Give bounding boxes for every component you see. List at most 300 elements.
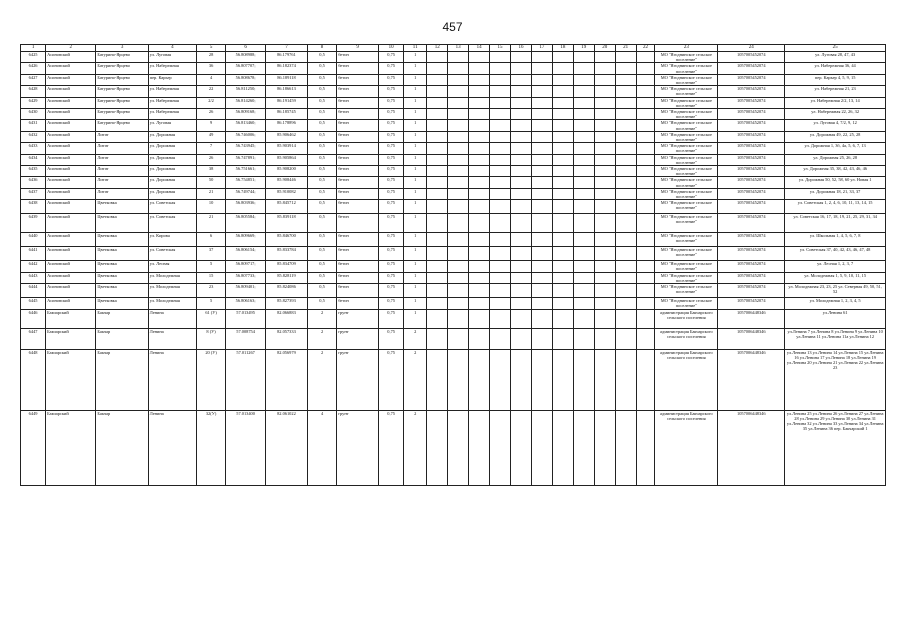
cell-empty — [427, 261, 448, 272]
cell-empty — [531, 272, 552, 283]
cell-lon: 86.182374 — [266, 63, 308, 74]
cell-lat: 56.805584; — [226, 214, 266, 233]
cell-surface: бетон — [337, 52, 379, 63]
cell-lon: 85.827393 — [266, 298, 308, 309]
cell-settlement: Литат — [96, 188, 148, 199]
cell-house: 49 — [196, 131, 225, 142]
cell-served: ул. Набережная 36, 44 — [785, 63, 886, 74]
cell-empty — [490, 298, 511, 309]
column-number: 2 — [46, 45, 96, 52]
cell-ogrn: 1057006448346 — [718, 410, 785, 485]
cell-area: 2 — [307, 349, 336, 410]
cell-empty — [615, 109, 636, 120]
cell-street: ул. Советская — [148, 200, 196, 214]
cell-empty — [531, 261, 552, 272]
cell-empty — [531, 120, 552, 131]
cell-district: Асиновский — [46, 86, 96, 97]
cell-owner: МО "Ягоднинское сельское поселение" — [655, 97, 718, 108]
column-number: 24 — [718, 45, 785, 52]
cell-id: 6438 — [21, 200, 46, 214]
cell-district: Асиновский — [46, 52, 96, 63]
cell-empty — [531, 97, 552, 108]
cell-empty — [573, 284, 594, 298]
cell-empty — [469, 188, 490, 199]
cell-empty — [552, 131, 573, 142]
cell-lat: 56.747891; — [226, 154, 266, 165]
cell-empty — [469, 177, 490, 188]
cell-empty — [510, 214, 531, 233]
cell-volume: 0,75 — [379, 143, 404, 154]
cell-empty — [636, 298, 655, 309]
cell-empty — [490, 63, 511, 74]
cell-id: 6433 — [21, 143, 46, 154]
cell-empty — [531, 109, 552, 120]
cell-surface: бетон — [337, 272, 379, 283]
cell-empty — [615, 200, 636, 214]
cell-empty — [552, 233, 573, 247]
cell-empty — [594, 284, 615, 298]
cell-volume: 0,75 — [379, 63, 404, 74]
cell-area: 0,5 — [307, 63, 336, 74]
cell-served: ул. Набережная 2/2, 13, 14 — [785, 97, 886, 108]
cell-ogrn: 1057005452074 — [718, 272, 785, 283]
cell-empty — [510, 261, 531, 272]
cell-owner: МО "Ягоднинское сельское поселение" — [655, 200, 718, 214]
cell-district: Асиновский — [46, 109, 96, 120]
cell-area: 0,5 — [307, 298, 336, 309]
column-number: 5 — [196, 45, 225, 52]
cell-empty — [573, 97, 594, 108]
column-number: 20 — [594, 45, 615, 52]
cell-count: 2 — [404, 349, 427, 410]
cell-empty — [636, 328, 655, 349]
cell-empty — [510, 328, 531, 349]
cell-lon: 82.066883 — [266, 309, 308, 328]
cell-district: Асиновский — [46, 97, 96, 108]
cell-empty — [615, 74, 636, 85]
cell-id: 6449 — [21, 410, 46, 485]
cell-owner: МО "Ягоднинское сельское поселение" — [655, 284, 718, 298]
cell-owner: МО "Ягоднинское сельское поселение" — [655, 63, 718, 74]
cell-empty — [594, 233, 615, 247]
cell-empty — [573, 154, 594, 165]
cell-settlement: Батурино-Ярцево — [96, 97, 148, 108]
cell-empty — [636, 143, 655, 154]
cell-lat: 56.809168; — [226, 109, 266, 120]
cell-empty — [615, 349, 636, 410]
cell-ogrn: 1057005452074 — [718, 177, 785, 188]
cell-owner: МО "Ягоднинское сельское поселение" — [655, 120, 718, 131]
cell-empty — [448, 120, 469, 131]
cell-served: ул. Дорожная 50, 52, 58, 60 ул. Новая 1 — [785, 177, 886, 188]
cell-lat: 57.008754 — [226, 328, 266, 349]
cell-empty — [427, 188, 448, 199]
cell-lat: 56.811250; — [226, 86, 266, 97]
cell-surface: бетон — [337, 298, 379, 309]
cell-street: ул. Дорожная — [148, 177, 196, 188]
cell-empty — [490, 52, 511, 63]
cell-empty — [594, 261, 615, 272]
column-number: 11 — [404, 45, 427, 52]
cell-id: 6437 — [21, 188, 46, 199]
cell-empty — [552, 188, 573, 199]
cell-owner: МО "Ягоднинское сельское поселение" — [655, 261, 718, 272]
cell-empty — [427, 298, 448, 309]
cell-empty — [636, 214, 655, 233]
cell-street: ул. Дорожная — [148, 143, 196, 154]
cell-empty — [615, 188, 636, 199]
table-row — [21, 309, 886, 328]
cell-street: ул. Молодежная — [148, 298, 196, 309]
cell-served: ул. Дорожная 49, 22, 25, 28 — [785, 131, 886, 142]
cell-street: Ленина — [148, 328, 196, 349]
cell-empty — [552, 261, 573, 272]
cell-empty — [615, 284, 636, 298]
cell-lat: 56.814260; — [226, 97, 266, 108]
cell-empty — [615, 233, 636, 247]
cell-volume: 0,75 — [379, 247, 404, 261]
cell-empty — [448, 328, 469, 349]
cell-surface: бетон — [337, 109, 379, 120]
cell-id: 6425 — [21, 52, 46, 63]
cell-empty — [490, 131, 511, 142]
cell-served: ул. Луговая 28, 47, 43 — [785, 52, 886, 63]
column-number: 10 — [379, 45, 404, 52]
cell-house: 32(У) — [196, 410, 225, 485]
cell-empty — [469, 410, 490, 485]
cell-count: 1 — [404, 261, 427, 272]
table-row — [21, 97, 886, 108]
cell-empty — [573, 74, 594, 85]
cell-empty — [427, 214, 448, 233]
cell-empty — [469, 328, 490, 349]
cell-settlement: Бакчар — [96, 328, 148, 349]
cell-served: ул.Ленина 61 — [785, 309, 886, 328]
cell-empty — [615, 247, 636, 261]
cell-served: ул.Ленина 13 ул.Ленина 14 ул.Ленина 15 ул.Ленина 16 ул.Ленина 17 ул.Ленина 18 ул.Ленина 19 ул.Ленина 20 ул.Ленина 21 ул.Ленина 22 ул.Ленина 23 — [785, 349, 886, 410]
cell-surface: бетон — [337, 247, 379, 261]
cell-owner: МО "Ягоднинское сельское поселение" — [655, 166, 718, 177]
cell-empty — [448, 410, 469, 485]
cell-house: 21 — [196, 214, 225, 233]
cell-empty — [552, 247, 573, 261]
table-row — [21, 328, 886, 349]
cell-district: Асиновский — [46, 284, 96, 298]
cell-empty — [490, 177, 511, 188]
cell-district: Асиновский — [46, 200, 96, 214]
cell-empty — [636, 349, 655, 410]
cell-area: 0,5 — [307, 233, 336, 247]
cell-district: Бакчарский — [46, 328, 96, 349]
cell-ogrn: 1057005452074 — [718, 188, 785, 199]
cell-id: 6442 — [21, 261, 46, 272]
cell-ogrn: 1057005452074 — [718, 166, 785, 177]
cell-empty — [510, 284, 531, 298]
cell-empty — [490, 349, 511, 410]
cell-empty — [469, 120, 490, 131]
cell-empty — [615, 166, 636, 177]
cell-empty — [594, 63, 615, 74]
cell-empty — [469, 247, 490, 261]
cell-empty — [636, 410, 655, 485]
cell-count: 1 — [404, 109, 427, 120]
cell-lon: 85.910082 — [266, 188, 308, 199]
cell-empty — [636, 261, 655, 272]
cell-surface: бетон — [337, 154, 379, 165]
cell-empty — [552, 214, 573, 233]
cell-empty — [531, 74, 552, 85]
cell-district: Асиновский — [46, 120, 96, 131]
cell-empty — [636, 97, 655, 108]
cell-volume: 0,75 — [379, 52, 404, 63]
cell-empty — [552, 74, 573, 85]
cell-owner: МО "Ягоднинское сельское поселение" — [655, 214, 718, 233]
cell-house: 50 — [196, 177, 225, 188]
cell-lat: 57.011267 — [226, 349, 266, 410]
cell-empty — [490, 166, 511, 177]
cell-empty — [448, 272, 469, 283]
cell-served: ул. Молодежная 23, 23, 25 ул. Северная 49, 50, 51, 52 — [785, 284, 886, 298]
cell-lon: 85.905864 — [266, 154, 308, 165]
cell-lat: 56.807707; — [226, 63, 266, 74]
cell-empty — [490, 200, 511, 214]
table-row — [21, 131, 886, 142]
cell-surface: бетон — [337, 120, 379, 131]
cell-empty — [573, 410, 594, 485]
cell-empty — [573, 52, 594, 63]
cell-served: ул. Дорожная 18, 21, 33, 37 — [785, 188, 886, 199]
cell-street: ул. Молодежная — [148, 272, 196, 283]
cell-area: 0,5 — [307, 214, 336, 233]
cell-owner: МО "Ягоднинское сельское поселение" — [655, 233, 718, 247]
cell-id: 6446 — [21, 309, 46, 328]
cell-empty — [615, 52, 636, 63]
cell-district: Асиновский — [46, 63, 96, 74]
cell-empty — [552, 52, 573, 63]
cell-surface: грунт — [337, 309, 379, 328]
cell-area: 0,5 — [307, 247, 336, 261]
cell-empty — [448, 177, 469, 188]
table-row — [21, 177, 886, 188]
cell-empty — [552, 309, 573, 328]
column-number: 22 — [636, 45, 655, 52]
cell-empty — [427, 233, 448, 247]
cell-served: ул. Набережная 21, 23 — [785, 86, 886, 97]
cell-count: 1 — [404, 233, 427, 247]
cell-ogrn: 1057005452074 — [718, 52, 785, 63]
cell-empty — [427, 177, 448, 188]
cell-owner: администрация Бакчарского сельского поселения — [655, 309, 718, 328]
cell-empty — [531, 177, 552, 188]
cell-surface: бетон — [337, 143, 379, 154]
cell-empty — [594, 74, 615, 85]
column-number: 18 — [552, 45, 573, 52]
cell-owner: МО "Ягоднинское сельское поселение" — [655, 188, 718, 199]
cell-empty — [469, 214, 490, 233]
cell-settlement: Батурино-Ярцево — [96, 109, 148, 120]
cell-empty — [573, 166, 594, 177]
cell-lon: 85.906462 — [266, 131, 308, 142]
cell-empty — [636, 52, 655, 63]
cell-count: 2 — [404, 410, 427, 485]
cell-lon: 85.834709 — [266, 261, 308, 272]
cell-empty — [469, 298, 490, 309]
cell-area: 0,5 — [307, 109, 336, 120]
cell-empty — [573, 131, 594, 142]
cell-settlement: Цветковка — [96, 298, 148, 309]
cell-id: 6426 — [21, 63, 46, 74]
cell-lat: 57.013400 — [226, 410, 266, 485]
column-number: 16 — [510, 45, 531, 52]
cell-volume: 0,75 — [379, 188, 404, 199]
cell-id: 6430 — [21, 109, 46, 120]
column-number: 19 — [573, 45, 594, 52]
cell-ogrn: 1057005452074 — [718, 74, 785, 85]
cell-district: Асиновский — [46, 188, 96, 199]
table-row — [21, 410, 886, 485]
cell-empty — [510, 188, 531, 199]
cell-empty — [552, 166, 573, 177]
cell-surface: бетон — [337, 177, 379, 188]
cell-empty — [615, 261, 636, 272]
cell-served: ул. Советская 37, 40, 42, 43, 46, 47, 48 — [785, 247, 886, 261]
cell-empty — [552, 154, 573, 165]
cell-house: 36 — [196, 63, 225, 74]
cell-empty — [510, 177, 531, 188]
cell-empty — [552, 272, 573, 283]
cell-served: ул. Советская 1, 2, 4, 6, 10, 11, 13, 14, 15 — [785, 200, 886, 214]
cell-district: Бакчарский — [46, 349, 96, 410]
cell-empty — [427, 349, 448, 410]
cell-empty — [531, 52, 552, 63]
cell-empty — [594, 309, 615, 328]
cell-empty — [636, 166, 655, 177]
cell-empty — [594, 200, 615, 214]
cell-settlement: Литат — [96, 166, 148, 177]
cell-empty — [448, 284, 469, 298]
cell-empty — [615, 214, 636, 233]
cell-lat: 56.746006; — [226, 131, 266, 142]
cell-empty — [427, 247, 448, 261]
cell-area: 0,5 — [307, 166, 336, 177]
cell-area: 2 — [307, 328, 336, 349]
cell-district: Асиновский — [46, 298, 96, 309]
cell-empty — [490, 109, 511, 120]
cell-empty — [427, 74, 448, 85]
cell-lat: 56.809717; — [226, 261, 266, 272]
cell-empty — [636, 86, 655, 97]
cell-ogrn: 1057005452074 — [718, 200, 785, 214]
cell-house: 8 (У) — [196, 328, 225, 349]
cell-empty — [531, 131, 552, 142]
cell-count: 1 — [404, 247, 427, 261]
cell-count: 1 — [404, 284, 427, 298]
cell-area: 0,5 — [307, 52, 336, 63]
cell-empty — [531, 188, 552, 199]
cell-volume: 0,75 — [379, 309, 404, 328]
cell-empty — [490, 143, 511, 154]
cell-lon: 85.833784 — [266, 247, 308, 261]
cell-street: ул. Лесная — [148, 261, 196, 272]
cell-empty — [531, 298, 552, 309]
cell-settlement: Батурино-Ярцево — [96, 86, 148, 97]
cell-empty — [448, 74, 469, 85]
cell-surface: бетон — [337, 188, 379, 199]
cell-empty — [636, 74, 655, 85]
cell-empty — [469, 154, 490, 165]
cell-lat: 56.809401; — [226, 284, 266, 298]
cell-empty — [552, 63, 573, 74]
cell-empty — [469, 143, 490, 154]
cell-empty — [615, 131, 636, 142]
cell-lat: 56.808678; — [226, 74, 266, 85]
cell-owner: МО "Ягоднинское сельское поселение" — [655, 272, 718, 283]
cell-settlement: Литат — [96, 131, 148, 142]
cell-district: Асиновский — [46, 166, 96, 177]
cell-empty — [448, 131, 469, 142]
cell-house: 6 — [196, 233, 225, 247]
cell-empty — [427, 86, 448, 97]
cell-empty — [594, 214, 615, 233]
cell-area: 0,5 — [307, 143, 336, 154]
cell-house: 4 — [196, 74, 225, 85]
cell-district: Асиновский — [46, 272, 96, 283]
cell-count: 1 — [404, 97, 427, 108]
cell-empty — [448, 349, 469, 410]
cell-empty — [510, 120, 531, 131]
cell-empty — [594, 120, 615, 131]
cell-empty — [552, 97, 573, 108]
cell-count: 1 — [404, 131, 427, 142]
cell-district: Асиновский — [46, 143, 96, 154]
cell-street: ул. Набережная — [148, 97, 196, 108]
table-row — [21, 261, 886, 272]
cell-area: 0,5 — [307, 284, 336, 298]
cell-empty — [594, 298, 615, 309]
cell-lat: 56.806154; — [226, 247, 266, 261]
cell-volume: 0,75 — [379, 166, 404, 177]
cell-street: ул. Набережная — [148, 86, 196, 97]
column-number-row — [21, 45, 886, 52]
cell-volume: 0,75 — [379, 74, 404, 85]
cell-empty — [615, 328, 636, 349]
cell-empty — [490, 261, 511, 272]
cell-empty — [490, 272, 511, 283]
cell-empty — [490, 214, 511, 233]
table-row — [21, 298, 886, 309]
cell-empty — [615, 63, 636, 74]
cell-empty — [615, 143, 636, 154]
cell-empty — [531, 200, 552, 214]
cell-empty — [490, 74, 511, 85]
cell-owner: МО "Ягоднинское сельское поселение" — [655, 177, 718, 188]
cell-empty — [594, 188, 615, 199]
cell-empty — [594, 349, 615, 410]
cell-district: Асиновский — [46, 74, 96, 85]
cell-lon: 82.061022 — [266, 410, 308, 485]
cell-empty — [615, 410, 636, 485]
cell-district: Асиновский — [46, 214, 96, 233]
cell-ogrn: 1057005452074 — [718, 298, 785, 309]
cell-empty — [594, 109, 615, 120]
cell-volume: 0,75 — [379, 272, 404, 283]
cell-empty — [636, 154, 655, 165]
cell-house: 5 — [196, 261, 225, 272]
cell-empty — [531, 410, 552, 485]
cell-volume: 0,75 — [379, 109, 404, 120]
cell-empty — [531, 166, 552, 177]
column-number: 8 — [307, 45, 336, 52]
